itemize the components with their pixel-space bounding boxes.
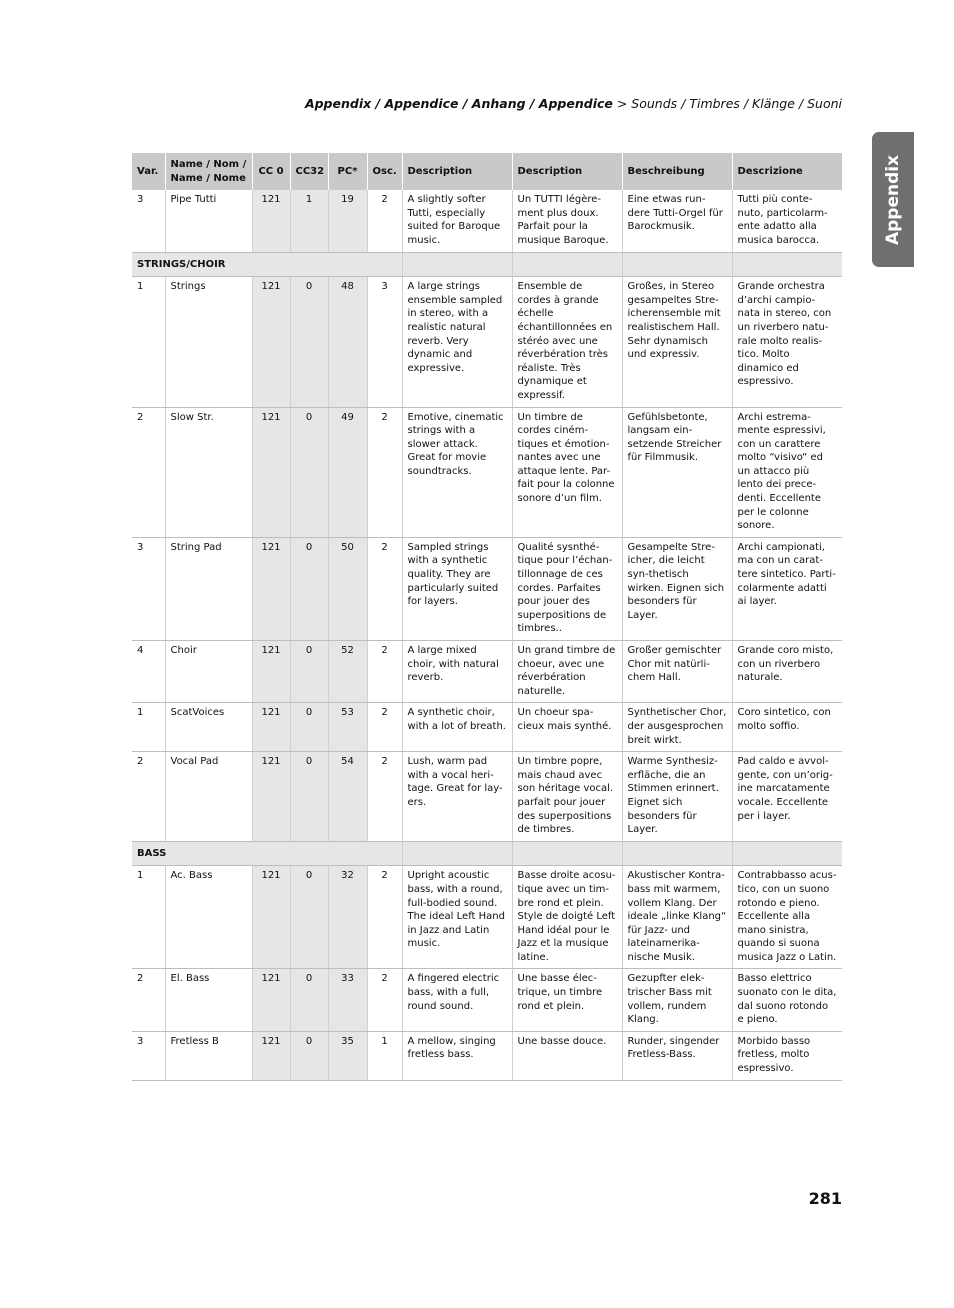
description-en-cell: Emotive, cinematic strings with a slower attack. Great for movie soundtracks. <box>402 407 512 537</box>
section-empty-cell <box>732 252 842 277</box>
beschreibung-cell: Gezupfter elek-trischer Bass mit vollem, rundem Klang. <box>622 969 732 1031</box>
pc-cell: 33 <box>328 969 367 1031</box>
sounds-table <box>132 153 842 1081</box>
side-tab-label: Appendix <box>883 154 903 245</box>
section-empty-cell <box>402 841 512 866</box>
pc-cell: 49 <box>328 407 367 537</box>
name-cell: String Pad <box>165 537 252 640</box>
name-cell: Pipe Tutti <box>165 190 252 252</box>
header-description-fr: Description <box>512 153 622 190</box>
osc-cell: 2 <box>367 866 402 969</box>
osc-cell: 2 <box>367 969 402 1031</box>
description-fr-cell: Un timbre popre, mais chaud avec son héritage vocal. parfait pour jouer des superpositions de timbres. <box>512 752 622 842</box>
osc-cell: 2 <box>367 641 402 703</box>
description-fr-cell: Un timbre de cordes ciném-tiques et émotion-nantes avec une attaque lente. Par-fait pour la colonne sonore d’un film. <box>512 407 622 537</box>
cc32-cell: 0 <box>290 277 328 407</box>
cc0-cell: 121 <box>252 407 290 537</box>
descrizione-cell: Grande coro misto, con un riverbero naturale. <box>732 641 842 703</box>
descrizione-cell: Contrabbasso acus-tico, con un suono rotondo e pieno. Eccellente alla mano sinistra, quando si suona musica Jazz o Latin. <box>732 866 842 969</box>
name-cell: Slow Str. <box>165 407 252 537</box>
descrizione-cell: Morbido basso fretless, molto espressivo. <box>732 1031 842 1080</box>
table-row <box>132 190 842 252</box>
cc0-cell: 121 <box>252 866 290 969</box>
var-cell: 2 <box>132 969 165 1031</box>
name-cell: Vocal Pad <box>165 752 252 842</box>
table-row <box>132 407 842 537</box>
var-cell: 2 <box>132 752 165 842</box>
descrizione-cell: Basso elettrico suonato con le dita, dal suono rotondo e pieno. <box>732 969 842 1031</box>
table-row <box>132 969 842 1031</box>
header-var: Var. <box>132 153 165 190</box>
pc-cell: 53 <box>328 703 367 752</box>
description-fr-cell: Ensemble de cordes à grande échelle échantillonnées en stéréo avec une réverbération très réaliste. Très dynamique et expressif. <box>512 277 622 407</box>
table-row <box>132 703 842 752</box>
section-row <box>132 841 842 866</box>
description-fr-cell: Un TUTTI légère-ment plus doux. Parfait pour la musique Baroque. <box>512 190 622 252</box>
osc-cell: 2 <box>367 407 402 537</box>
beschreibung-cell: Synthetischer Chor, der ausgesprochen breit wirkt. <box>622 703 732 752</box>
description-en-cell: A fingered electric bass, with a full, round sound. <box>402 969 512 1031</box>
beschreibung-cell: Runder, singender Fretless-Bass. <box>622 1031 732 1080</box>
cc0-cell: 121 <box>252 752 290 842</box>
cc0-cell: 121 <box>252 1031 290 1080</box>
header-subsection: > Sounds / Timbres / Klänge / Suoni <box>616 96 842 111</box>
osc-cell: 3 <box>367 277 402 407</box>
name-cell: Strings <box>165 277 252 407</box>
var-cell: 2 <box>132 407 165 537</box>
description-fr-cell: Une basse élec-trique, un timbre rond et plein. <box>512 969 622 1031</box>
var-cell: 1 <box>132 866 165 969</box>
pc-cell: 54 <box>328 752 367 842</box>
header-description-en: Description <box>402 153 512 190</box>
cc32-cell: 0 <box>290 537 328 640</box>
section-empty-cell <box>512 841 622 866</box>
description-fr-cell: Un grand timbre de choeur, avec une réverbération naturelle. <box>512 641 622 703</box>
cc0-cell: 121 <box>252 277 290 407</box>
cc32-cell: 0 <box>290 641 328 703</box>
description-en-cell: A large mixed choir, with natural reverb. <box>402 641 512 703</box>
table-row <box>132 1031 842 1080</box>
header-cc32: CC32 <box>290 153 328 190</box>
running-header <box>132 96 842 111</box>
beschreibung-cell: Großer gemischter Chor mit natürli-chem Hall. <box>622 641 732 703</box>
pc-cell: 52 <box>328 641 367 703</box>
beschreibung-cell: Warme Synthesiz-erfläche, die an Stimmen erinnert. Eignet sich besonders für Layer. <box>622 752 732 842</box>
table-header-row <box>132 153 842 190</box>
name-cell: Ac. Bass <box>165 866 252 969</box>
description-en-cell: Lush, warm pad with a vocal heri-tage. Great for lay-ers. <box>402 752 512 842</box>
cc0-cell: 121 <box>252 969 290 1031</box>
cc32-cell: 0 <box>290 703 328 752</box>
var-cell: 4 <box>132 641 165 703</box>
table-row <box>132 277 842 407</box>
cc32-cell: 0 <box>290 752 328 842</box>
descrizione-cell: Coro sintetico, con molto soffio. <box>732 703 842 752</box>
osc-cell: 2 <box>367 703 402 752</box>
table-row <box>132 641 842 703</box>
cc0-cell: 121 <box>252 703 290 752</box>
section-empty-cell <box>622 252 732 277</box>
cc0-cell: 121 <box>252 641 290 703</box>
var-cell: 1 <box>132 703 165 752</box>
header-section-path: Appendix / Appendice / Anhang / Appendice <box>304 96 613 111</box>
description-en-cell: A slightly softer Tutti, especially suited for Baroque music. <box>402 190 512 252</box>
cc0-cell: 121 <box>252 537 290 640</box>
header-beschreibung: Beschreibung <box>622 153 732 190</box>
appendix-side-tab <box>872 132 914 267</box>
beschreibung-cell: Eine etwas run-dere Tutti-Orgel für Barockmusik. <box>622 190 732 252</box>
cc32-cell: 0 <box>290 407 328 537</box>
section-label: STRINGS/CHOIR <box>132 252 402 277</box>
pc-cell: 50 <box>328 537 367 640</box>
table-body <box>132 190 842 1080</box>
header-descrizione: Descrizione <box>732 153 842 190</box>
header-pc: PC* <box>328 153 367 190</box>
descrizione-cell: Pad caldo e avvol-gente, con un’orig-ine marcatamente vocale. Eccellente per i layer. <box>732 752 842 842</box>
description-fr-cell: Une basse douce. <box>512 1031 622 1080</box>
osc-cell: 2 <box>367 752 402 842</box>
beschreibung-cell: Großes, in Stereo gesampeltes Stre-icherensemble mit realistischem Hall. Sehr dynamisch und expressiv. <box>622 277 732 407</box>
description-fr-cell: Un choeur spa-cieux mais synthé. <box>512 703 622 752</box>
cc0-cell: 121 <box>252 190 290 252</box>
description-en-cell: A mellow, singing fretless bass. <box>402 1031 512 1080</box>
description-fr-cell: Qualité sysnthé-tique pour l’échan-tillonnage de ces cordes. Parfaites pour jouer des superpositions de timbres.. <box>512 537 622 640</box>
pc-cell: 32 <box>328 866 367 969</box>
beschreibung-cell: Gesampelte Stre-icher, die leicht syn-thetisch wirken. Eignen sich besonders für Layer. <box>622 537 732 640</box>
section-row <box>132 252 842 277</box>
pc-cell: 19 <box>328 190 367 252</box>
table-row <box>132 752 842 842</box>
osc-cell: 2 <box>367 537 402 640</box>
var-cell: 3 <box>132 1031 165 1080</box>
var-cell: 1 <box>132 277 165 407</box>
name-cell: El. Bass <box>165 969 252 1031</box>
header-osc: Osc. <box>367 153 402 190</box>
cc32-cell: 1 <box>290 190 328 252</box>
osc-cell: 2 <box>367 190 402 252</box>
var-cell: 3 <box>132 190 165 252</box>
description-en-cell: Upright acoustic bass, with a round, full-bodied sound. The ideal Left Hand in Jazz and Latin music. <box>402 866 512 969</box>
pc-cell: 48 <box>328 277 367 407</box>
var-cell: 3 <box>132 537 165 640</box>
table-row <box>132 866 842 969</box>
description-en-cell: A large strings ensemble sampled in stereo, with a realistic natural reverb. Very dynamic and expressive. <box>402 277 512 407</box>
description-fr-cell: Basse droite acosu-tique avec un tim-bre rond et plein. Style de doigté Left Hand idéal pour le Jazz et la musique latine. <box>512 866 622 969</box>
section-label: BASS <box>132 841 402 866</box>
section-empty-cell <box>622 841 732 866</box>
descrizione-cell: Grande orchestra d’archi campio-nata in stereo, con un riverbero natu-rale molto realis-tico. Molto dinamico ed espressivo. <box>732 277 842 407</box>
name-cell: Fretless B <box>165 1031 252 1080</box>
section-empty-cell <box>732 841 842 866</box>
section-empty-cell <box>512 252 622 277</box>
table-row <box>132 537 842 640</box>
description-en-cell: Sampled strings with a synthetic quality. They are particularly suited for layers. <box>402 537 512 640</box>
header-cc0: CC 0 <box>252 153 290 190</box>
descrizione-cell: Archi campionati, ma con un carat-tere sintetico. Parti-colarmente adatti ai layer. <box>732 537 842 640</box>
beschreibung-cell: Akustischer Kontra-bass mit warmem, vollem Klang. Der ideale „linke Klang“ für Jazz- und lateinamerika-nische Musik. <box>622 866 732 969</box>
beschreibung-cell: Gefühlsbetonte, langsam ein-setzende Streicher für Filmmusik. <box>622 407 732 537</box>
name-cell: ScatVoices <box>165 703 252 752</box>
pc-cell: 35 <box>328 1031 367 1080</box>
name-cell: Choir <box>165 641 252 703</box>
cc32-cell: 0 <box>290 1031 328 1080</box>
section-empty-cell <box>402 252 512 277</box>
descrizione-cell: Tutti più conte-nuto, particolarm-ente adatto alla musica barocca. <box>732 190 842 252</box>
osc-cell: 1 <box>367 1031 402 1080</box>
descrizione-cell: Archi estrema-mente espressivi, con un carattere molto “visivo“ ed un attacco più lento dei prece-denti. Eccellente per le colonne sonore. <box>732 407 842 537</box>
cc32-cell: 0 <box>290 969 328 1031</box>
description-en-cell: A synthetic choir, with a lot of breath. <box>402 703 512 752</box>
cc32-cell: 0 <box>290 866 328 969</box>
page-number: 281 <box>808 1189 842 1208</box>
header-name: Name / Nom / Name / Nome <box>165 153 252 190</box>
